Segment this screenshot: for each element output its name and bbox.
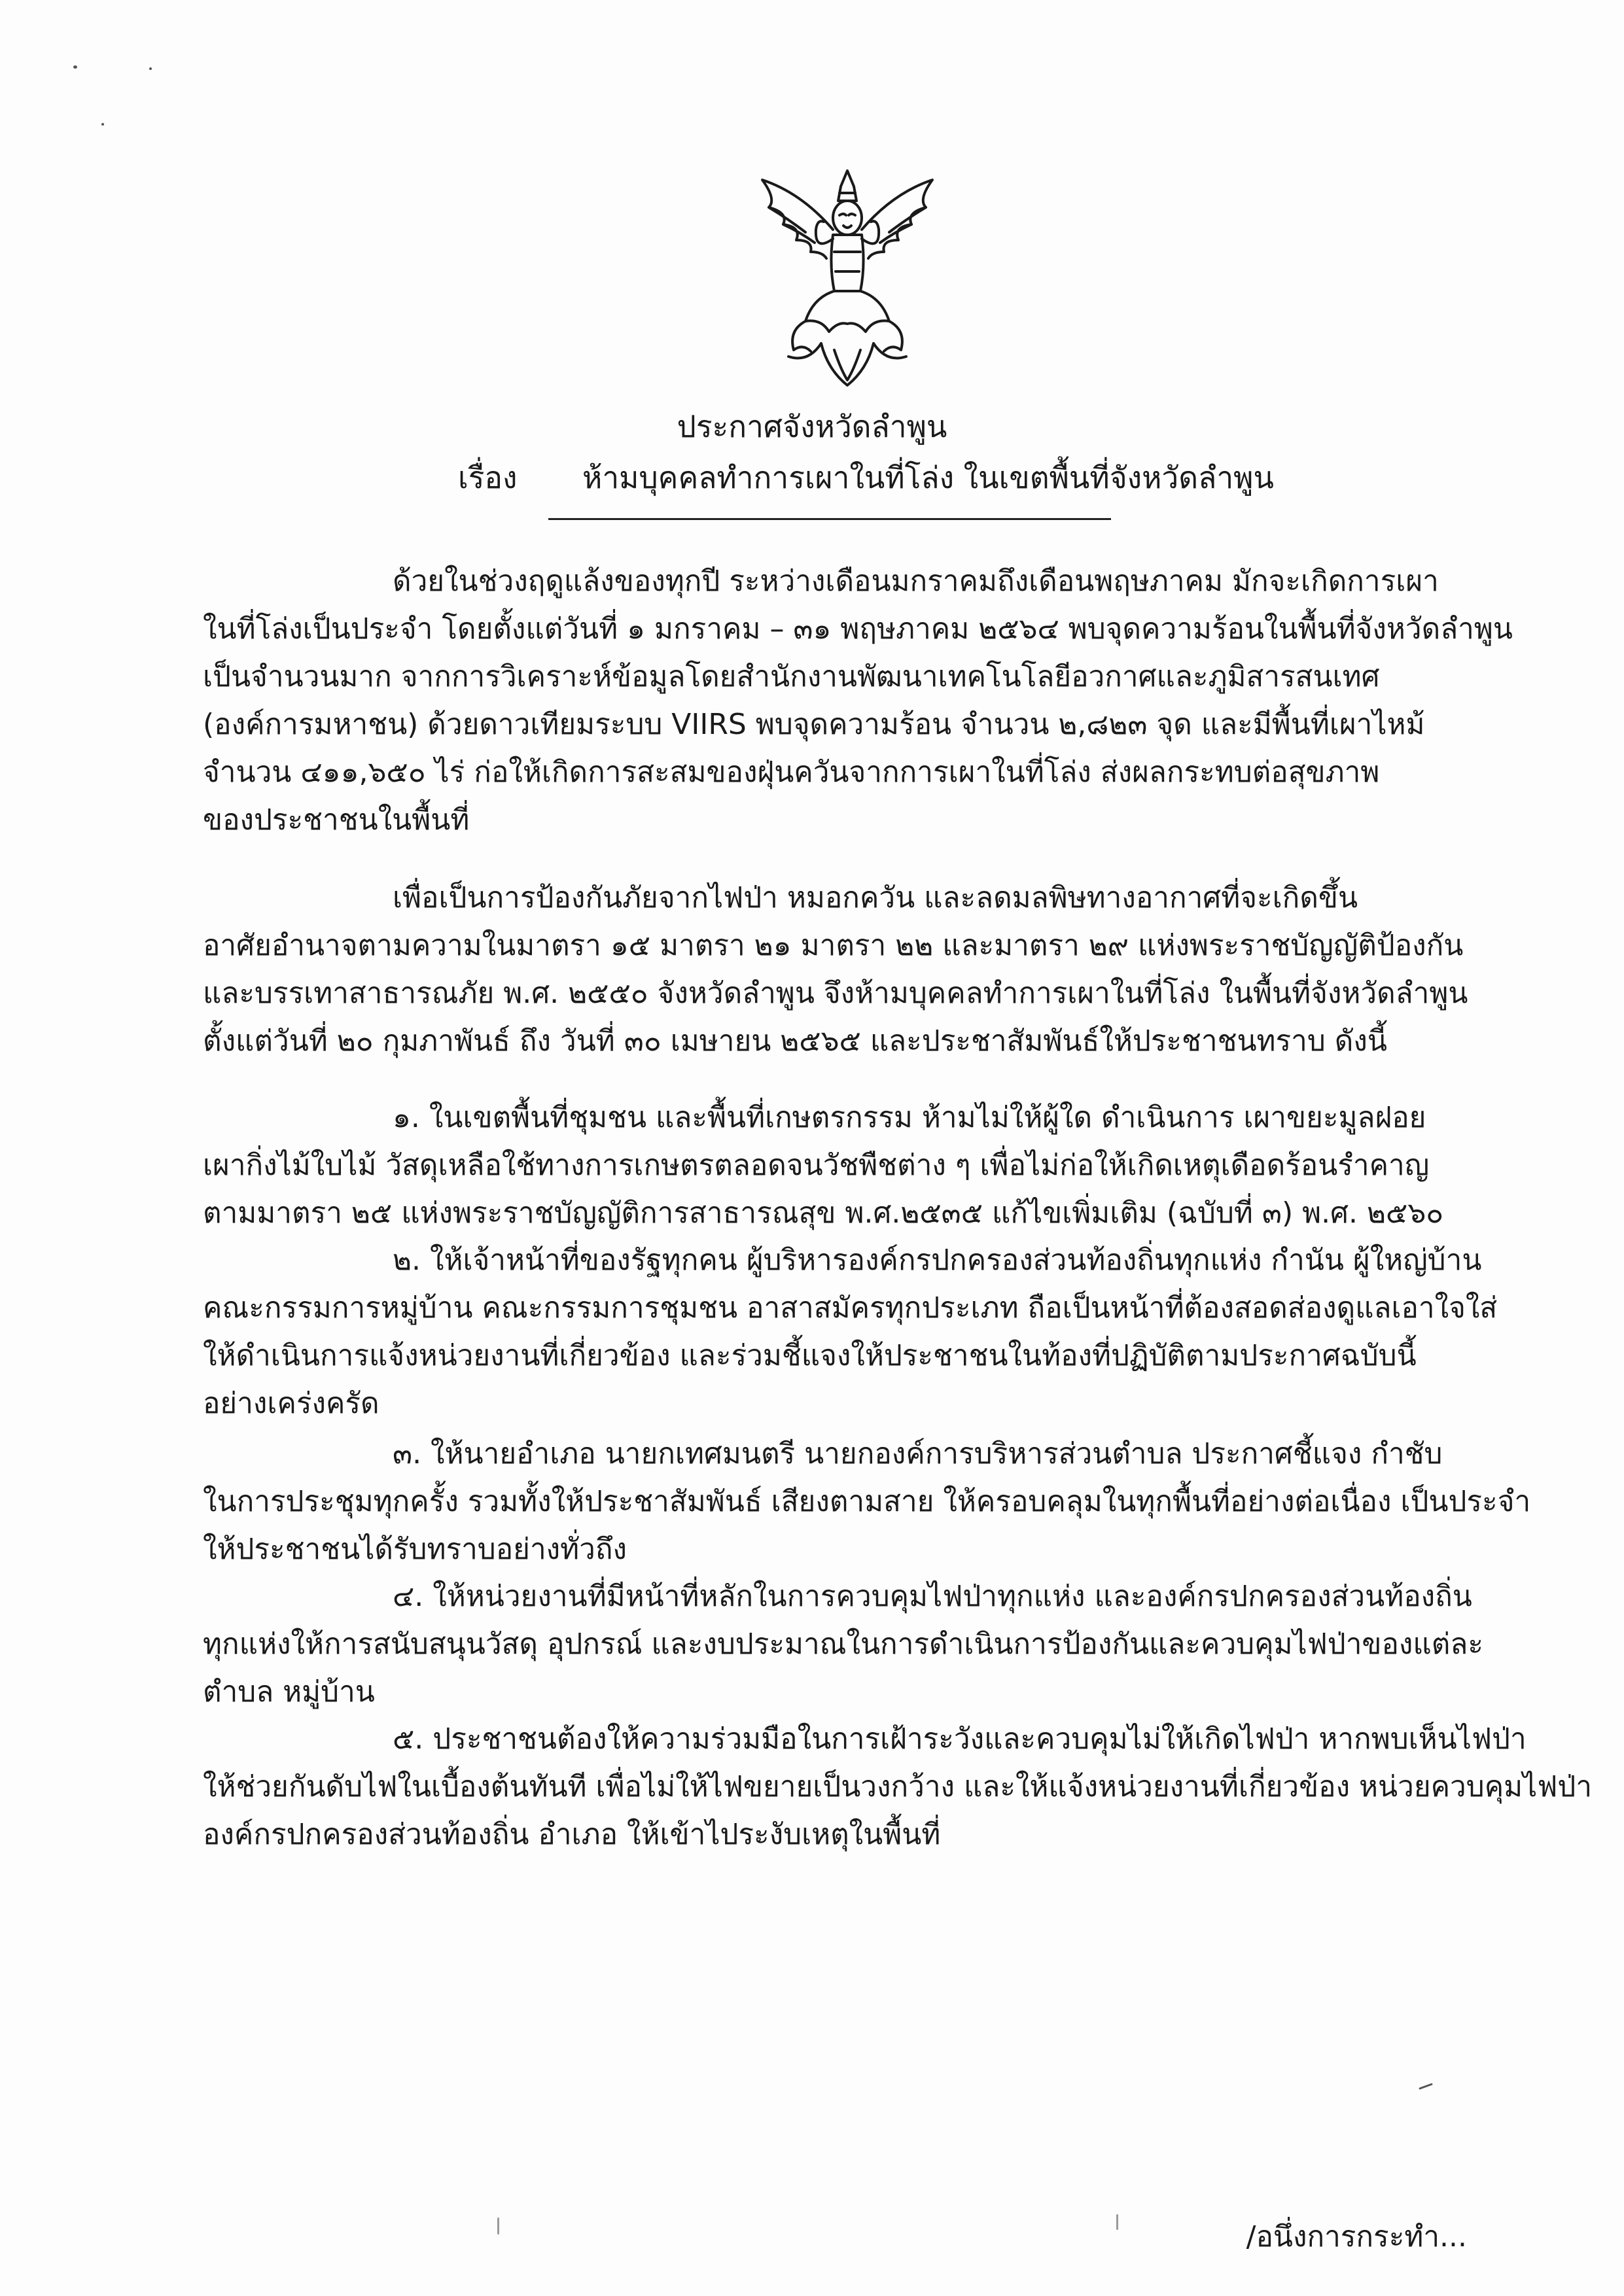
scan-speck bbox=[1116, 2214, 1118, 2230]
paragraph-background bbox=[203, 557, 1513, 844]
paragraph-line: ให้ช่วยกันดับไฟในเบื้องต้นทันที เพื่อไม่ให้ไฟขยายเป็นวงกว้าง และให้แจ้งหน่วยงานที่เกี่ยวข้อง หน่วยควบคุมไฟป่า bbox=[203, 1770, 1593, 1803]
subject-label: เรื่อง bbox=[458, 460, 518, 495]
paragraph-line: ด้วยในช่วงฤดูแล้งของทุกปี ระหว่างเดือนมกราคมถึงเดือนพฤษภาคม มักจะเกิดการเผา bbox=[393, 565, 1439, 598]
paragraph-line: ๕. ประชาชนต้องให้ความร่วมมือในการเฝ้าระวังและควบคุมไม่ให้เกิดไฟป่า หากพบเห็นไฟป่า bbox=[393, 1722, 1527, 1756]
scan-speck bbox=[1419, 2083, 1433, 2089]
paragraph-line: ตำบล หมู่บ้าน bbox=[203, 1675, 375, 1709]
paragraph-line: เผากิ่งไม้ใบไม้ วัสดุเหลือใช้ทางการเกษตรตลอดจนวัชพืชต่าง ๆ เพื่อไม่ก่อให้เกิดเหตุเดือดร้อนรำคาญ bbox=[203, 1149, 1430, 1182]
paragraph-line: ตั้งแต่วันที่ ๒๐ กุมภาพันธ์ ถึง วันที่ ๓๐ เมษายน ๒๕๖๕ และประชาสัมพันธ์ให้ประชาชนทราบ ดังนี้ bbox=[203, 1024, 1387, 1058]
paragraph-line: ให้ดำเนินการแจ้งหน่วยงานที่เกี่ยวข้อง และร่วมชี้แจงให้ประชาชนในท้องที่ปฏิบัติตามประกาศฉบับนี้ bbox=[203, 1339, 1417, 1372]
paragraph-line: อาศัยอำนาจตามความในมาตรา ๑๕ มาตรา ๒๑ มาตรา ๒๒ และมาตรา ๒๙ แห่งพระราชบัญญัติป้องกัน bbox=[203, 929, 1464, 962]
paragraph-line: ๔. ให้หน่วยงานที่มีหน้าที่หลักในการควบคุมไฟป่าทุกแห่ง และองค์กรปกครองส่วนท้องถิ่น bbox=[393, 1580, 1472, 1613]
paragraph-line: ให้ประชาชนได้รับทราบอย่างทั่วถึง bbox=[203, 1533, 627, 1566]
paragraph-item-3 bbox=[203, 1430, 1531, 1573]
paragraph-line: องค์กรปกครองส่วนท้องถิ่น อำเภอ ให้เข้าไประงับเหตุในพื้นที่ bbox=[203, 1818, 941, 1851]
paragraph-item-4 bbox=[203, 1573, 1485, 1716]
paragraph-line: ตามมาตรา ๒๕ แห่งพระราชบัญญัติการสาธารณสุข พ.ศ.๒๕๓๕ แก้ไขเพิ่มเติม (ฉบับที่ ๓) พ.ศ. ๒๕๖๐ bbox=[203, 1196, 1444, 1230]
paragraph-item-1 bbox=[203, 1094, 1485, 1237]
scan-speck bbox=[497, 2218, 499, 2235]
paragraph-line: และบรรเทาสาธารณภัย พ.ศ. ๒๕๕๐ จังหวัดลำพูน จึงห้ามบุคคลทำการเผาในที่โล่ง ในพื้นที่จังหวัดลำพูน bbox=[203, 977, 1468, 1010]
paragraph-line: ในการประชุมทุกครั้ง รวมทั้งให้ประชาสัมพันธ์ เสียงตามสาย ให้ครอบคลุมในทุกพื้นที่อย่างต่อเนื่อง เป็นประจำ bbox=[203, 1485, 1531, 1518]
paragraph-line: ในที่โล่งเป็นประจำ โดยตั้งแต่วันที่ ๑ มกราคม – ๓๑ พฤษภาคม ๒๕๖๔ พบจุดความร้อนในพื้นที่จังหวัดลำพูน bbox=[203, 612, 1513, 646]
paragraph-line: เพื่อเป็นการป้องกันภัยจากไฟป่า หมอกควัน และลดมลพิษทางอากาศที่จะเกิดขึ้น bbox=[393, 881, 1358, 914]
scan-speck bbox=[73, 65, 77, 69]
paragraph-line: (องค์การมหาชน) ด้วยดาวเทียมระบบ VIIRS พบจุดความร้อน จำนวน ๒,๘๒๓ จุด และมีพื้นที่เผาไหม้ bbox=[203, 708, 1425, 741]
continuation-note: /อนึ่งการกระทำ... bbox=[1246, 2220, 1467, 2253]
paragraph-item-5 bbox=[203, 1715, 1593, 1858]
paragraph-line: คณะกรรมการหมู่บ้าน คณะกรรมการชุมชน อาสาสมัครทุกประเภท ถือเป็นหน้าที่ต้องสอดส่องดูแลเอาใจใส่ bbox=[203, 1291, 1498, 1325]
paragraph-line: เป็นจำนวนมาก จากการวิเคราะห์ข้อมูลโดยสำนักงานพัฒนาเทคโนโลยีอวกาศและภูมิสารสนเทศ bbox=[203, 660, 1380, 693]
subject-line bbox=[458, 458, 1274, 497]
paragraph-line: ทุกแห่งให้การสนับสนุนวัสดุ อุปกรณ์ และงบประมาณในการดำเนินการป้องกันและควบคุมไฟป่าของแต่ละ bbox=[203, 1627, 1483, 1661]
title-underline bbox=[548, 518, 1111, 520]
scan-speck bbox=[101, 123, 104, 126]
paragraph-line: ของประชาชนในพื้นที่ bbox=[203, 803, 470, 837]
paragraph-line: อย่างเคร่งครัด bbox=[203, 1387, 380, 1420]
paragraph-line: ๒. ให้เจ้าหน้าที่ของรัฐทุกคน ผู้บริหารองค์กรปกครองส่วนท้องถิ่นทุกแห่ง กำนัน ผู้ใหญ่บ้าน bbox=[393, 1244, 1482, 1277]
paragraph-line: ๓. ให้นายอำเภอ นายกเทศมนตรี นายกองค์การบริหารส่วนตำบล ประกาศชี้แจง กำชับ bbox=[393, 1437, 1443, 1470]
paragraph-item-2 bbox=[203, 1236, 1498, 1427]
paragraph-line: จำนวน ๔๑๑,๖๕๐ ไร่ ก่อให้เกิดการสะสมของฝุ่นควันจากการเผาในที่โล่ง ส่งผลกระทบต่อสุขภาพ bbox=[203, 756, 1380, 789]
announcement-title: ประกาศจังหวัดลำพูน bbox=[677, 409, 947, 444]
paragraph-authority bbox=[203, 874, 1485, 1065]
paragraph-line: ๑. ในเขตพื้นที่ชุมชน และพื้นที่เกษตรกรรม ห้ามไม่ให้ผู้ใด ดำเนินการ เผาขยะมูลฝอย bbox=[393, 1101, 1426, 1134]
garuda-emblem-icon bbox=[743, 167, 952, 389]
scan-speck bbox=[149, 67, 152, 70]
subject-text: ห้ามบุคคลทำการเผาในที่โล่ง ในเขตพื้นที่จังหวัดลำพูน bbox=[582, 460, 1274, 495]
